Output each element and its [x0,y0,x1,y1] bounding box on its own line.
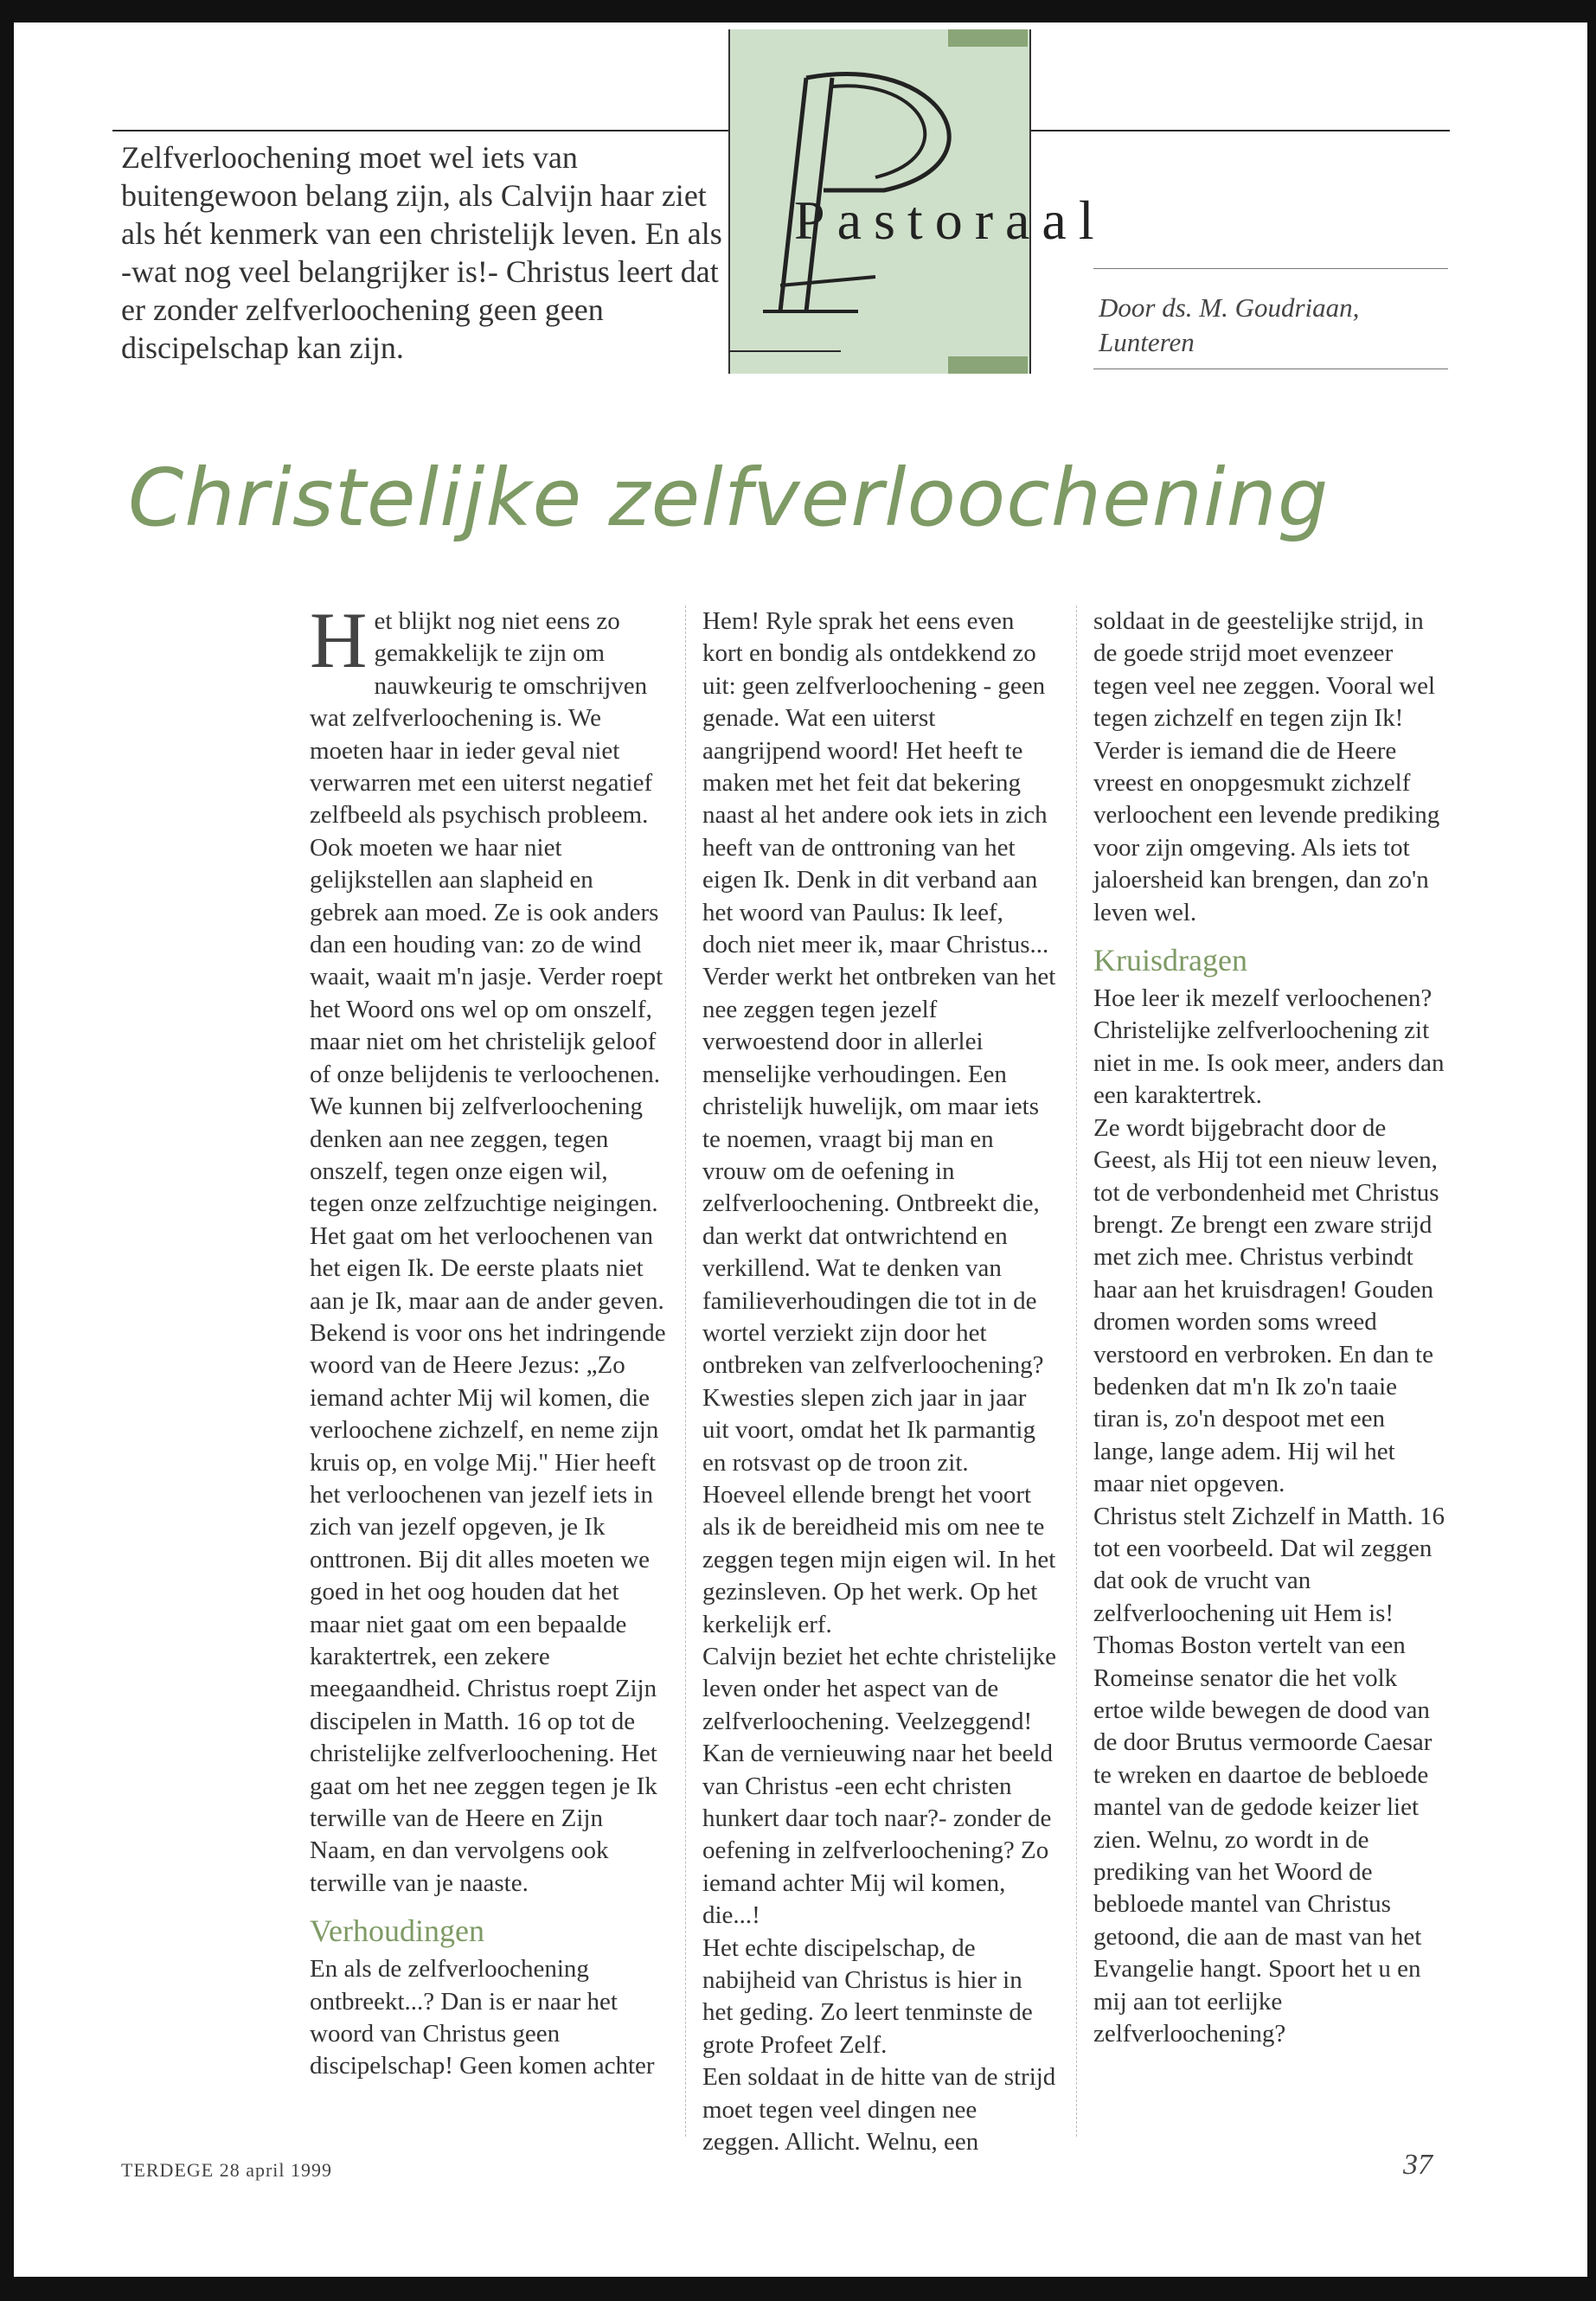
logo-line-left [728,350,841,352]
scan-border-bottom [0,2277,1596,2301]
article-paragraph: Een soldaat in de hitte van de strijd moet tegen veel dingen nee zeggen. Allicht. Welnu, een [702,2063,1056,2157]
byline [1099,291,1445,360]
article-paragraph: Christus stelt Zichzelf in Matth. 16 tot een voorbeeld. Dat wil zeggen dat ook de vrucht van zelfverloochening uit Hem is! Thomas Boston vertelt van een Romeinse senator die het volk ertoe wilde bewegen de dood van de door Brutus vermoorde Caesar te wreken en daartoe de bebloede mantel van de gedode keizer liet zien. Welnu, zo wordt in de prediking van het Woord de bebloede mantel van Christus getoond, die aan de mast van het Evangelie hangt. Spoort het u en mij aan tot eerlijke zelfverloochening? [1093,1502,1445,2048]
scan-border-right [1587,0,1596,2301]
article-title: Christelijke zelfverloochening [128,452,1330,544]
paragraph-text: et blijkt nog niet eens zo gemakkelijk te zijn om nauwkeurig te omschrijven wat zelfverloochening is. We moeten haar in ieder geval niet verwarren met een uiterst negatief zelfbeeld als psychisch probleem. Ook moeten we haar niet gelijkstellen aan slapheid en gebrek aan moed. Ze is ook anders dan een houding van: zo de wind waait, waait m'n jasje. Verder roept het Woord ons wel op om onszelf, maar niet om het christelijk geloof of onze belijdenis te verloochenen. We kunnen bij zelfverloochening denken aan nee zeggen, tegen onszelf, tegen onze eigen wil, tegen onze zelfzuchtige neigingen. Het gaat om het verloochenen van het eigen Ik. De eerste plaats niet aan je Ik, maar aan de ander geven. Bekend is voor ons het indringende woord van de Heere Jezus: „Zo iemand achter Mij wil komen, die verloochene zichzelf, en neme zijn kruis op, en volge Mij." Hier heeft het verloochenen van jezelf iets in zich van jezelf opgeven, je Ik onttronen. Bij dit alles moeten we goed in het oog houden dat het maar niet gaat om een bepaalde karaktertrek, een zekere meegaandheid. Christus roept Zijn discipelen in Matth. 16 op tot de christelijke zelfverloochening. Het gaat om het nee zeggen tegen je Ik terwille van de Heere en Zijn Naam, en dan vervolgens ook terwille van je naaste. [310,607,666,1897]
column-separator-2 [1076,606,1077,2137]
article-column-2 [702,606,1057,2159]
footer-publication: TERDEGE 28 april 1999 [121,2159,333,2181]
header-rule-left [112,130,728,131]
drop-cap: H [310,596,368,684]
scan-border-left [0,0,14,2301]
header-rule-right [1028,130,1450,131]
article-paragraph: Hem! Ryle sprak het eens even kort en bondig als ontdekkend zo uit: geen zelfverloochening - geen genade. Wat een uiterst aangrijpend woord! Het heeft te maken met het feit dat bekering naast al het andere ook iets in zich heeft van de onttroning van het eigen Ik. Denk in dit verband aan het woord van Paulus: Ik leef, doch niet meer ik, maar Christus... [702,607,1049,959]
logo-accent-bar-top [948,29,1028,47]
intro-text: Zelfverloochening moet wel iets van buitengewoon belang zijn, als Calvijn haar ziet als hét kenmerk van een christelijk leven. En als -wat nog veel belangrijker is!- Christus leert dat er zonder zelfverloochening geen geen discipelschap kan zijn. [121,140,722,365]
article-paragraph: Het echte discipelschap, de nabijheid van Christus is hier in het geding. Zo leert tenminste de grote Profeet Zelf. [702,1933,1033,2059]
article-paragraph: Verder werkt het ontbreken van het nee zeggen tegen jezelf verwoestend door in allerlei menselijke verhoudingen. Een christelijk huwelijk, om maar iets te noemen, vraagt bij man en vrouw om de oefening in zelfverloochening. Ontbreekt die, dan werkt dat ontwrichtend en verkillend. Wat te denken van familieverhoudingen die tot in de wortel verziekt zijn door het ontbreken van zelfverloochening? Kwesties slepen zich jaar in jaar uit voort, omdat het Ik parmantig en rotsvast op de troon zit. Hoeveel ellende brengt het voort als ik de bereidheid mis om nee te zeggen tegen mijn eigen wil. In het gezinsleven. Op het werk. Op het kerkelijk erf. [702,963,1056,1638]
article-column-3 [1093,606,1448,2050]
article-paragraph: Calvijn beziet het echte christelijke leven onder het aspect van de zelfverloochening. Veelzeggend! Kan de vernieuwing naar het beeld van Christus -een echt christen hunkert daar toch naar?- zonder de oefening in zelfverloochening? Zo iemand achter Mij wil komen, die...! [702,1643,1057,1930]
page-number: 37 [1403,2149,1433,2181]
logo-accent-bar-bottom [948,356,1028,374]
article-paragraph: Hoe leer ik mezelf verloochenen? Christelijke zelfverloochening zit niet in me. Is ook meer, anders dan een karaktertrek. [1093,984,1445,1110]
subheading-verhoudingen: Verhoudingen [310,1913,484,1949]
article-paragraph: soldaat in de geestelijke strijd, in de goede strijd moet evenzeer tegen veel nee zeggen. Vooral wel tegen zichzelf en tegen zijn Ik! Verder is iemand die de Heere vreest en onopgesmukt zichzelf verloochent een levende prediking voor zijn omgeving. Als iets tot jaloersheid kan brengen, dan zo'n leven wel. [1093,607,1440,926]
byline-place: Lunteren [1099,327,1195,357]
byline-author: Door ds. M. Goudriaan, [1099,292,1360,323]
article-paragraph: Ze wordt bijgebracht door de Geest, als Hij tot een nieuw leven, tot de verbondenheid met Christus brengt. Ze brengt een zware strijd met zich mee. Christus verbindt haar aan het kruisdragen! Gouden dromen worden soms wreed verstoord en verbroken. En dan te bedenken dat m'n Ik zo'n taaie tiran is, zo'n despoot met een lange, lange adem. Hij wil het maar niet opgeven. [1093,1113,1439,1498]
subheading-kruisdragen: Kruisdragen [1093,943,1247,978]
byline-rule-top [1093,268,1448,269]
scan-border-top [0,0,1596,22]
column-separator-1 [685,606,686,2137]
article-paragraph [310,596,666,1900]
article-column-1 [310,596,666,2083]
section-label: Pastoraal [794,189,1106,251]
article-paragraph: En als de zelfverloochening ontbreekt...? Dan is er naar het woord van Christus geen discipelschap! Geen komen achter [310,1955,655,2080]
